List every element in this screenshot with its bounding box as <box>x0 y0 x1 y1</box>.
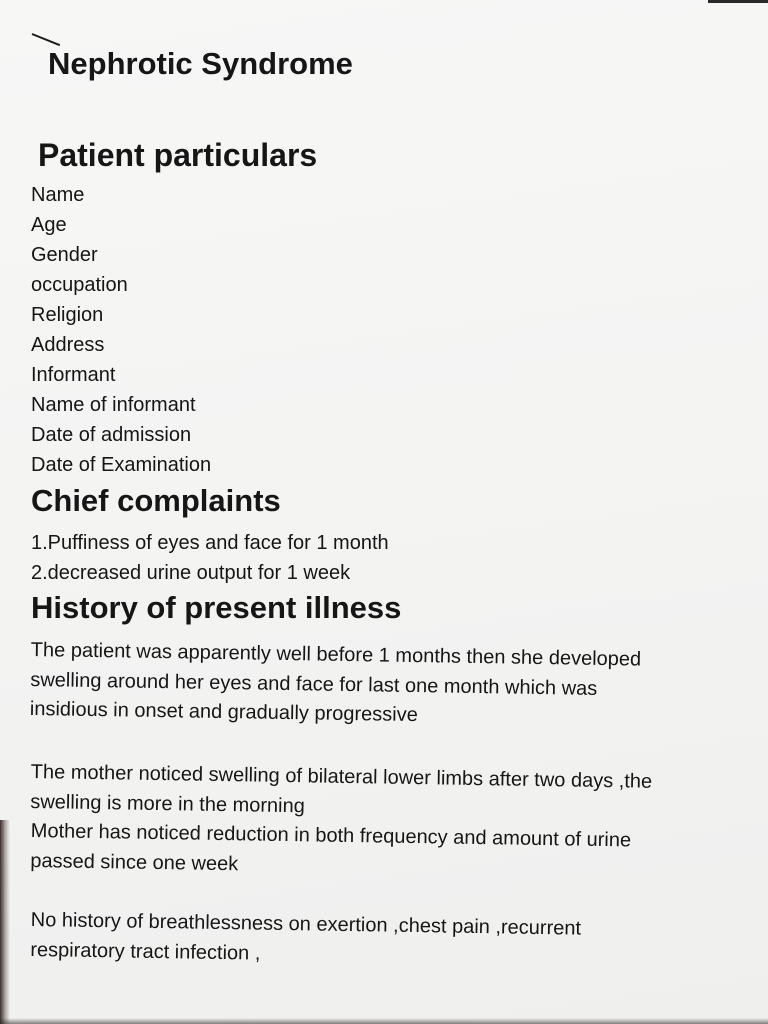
page-edge-shadow <box>0 820 10 1024</box>
history-paragraph <box>30 906 731 976</box>
page-corner-mark <box>708 0 768 3</box>
field-label: Date of Examination <box>31 454 212 476</box>
paragraph-line: The patient was apparently well before 1 months then she developed <box>30 638 642 671</box>
section-heading-patient-particulars: Patient particulars <box>38 137 318 173</box>
complaint-item: 1.Puffiness of eyes and face for 1 month <box>31 532 389 554</box>
history-paragraph <box>30 758 731 828</box>
page-bottom-shadow <box>0 1018 768 1024</box>
paragraph-line: swelling is more in the morning <box>30 790 306 817</box>
document-title: Nephrotic Syndrome <box>48 46 353 81</box>
field-label: Age <box>31 214 67 236</box>
paragraph-line: passed since one week <box>30 849 239 875</box>
field-label: Gender <box>31 244 98 266</box>
history-paragraph <box>30 636 731 735</box>
history-paragraph <box>30 817 731 887</box>
paragraph-line: insidious in onset and gradually progressive <box>29 697 418 727</box>
field-label: Date of admission <box>31 424 192 446</box>
field-label: Address <box>31 334 105 356</box>
paragraph-line: The mother noticed swelling of bilateral lower limbs after two days ,the <box>30 760 653 793</box>
complaint-item: 2.decreased urine output for 1 week <box>31 562 351 584</box>
field-label: Name <box>31 184 85 206</box>
section-heading-history: History of present illness <box>31 590 402 625</box>
field-label: occupation <box>31 274 128 296</box>
section-heading-chief-complaints: Chief complaints <box>31 483 281 518</box>
chief-complaints-list <box>31 528 389 588</box>
field-label: Name of informant <box>31 394 196 416</box>
pen-mark <box>32 33 61 46</box>
paragraph-line: swelling around her eyes and face for last one month which was <box>30 668 598 700</box>
paragraph-line: Mother has noticed reduction in both frequency and amount of urine <box>30 819 632 852</box>
paragraph-line: respiratory tract infection , <box>30 938 261 965</box>
field-label: Religion <box>31 304 104 326</box>
patient-fields-list <box>31 180 211 480</box>
field-label: Informant <box>31 364 116 386</box>
paragraph-line: No history of breathlessness on exertion ,chest pain ,recurrent <box>30 908 582 940</box>
